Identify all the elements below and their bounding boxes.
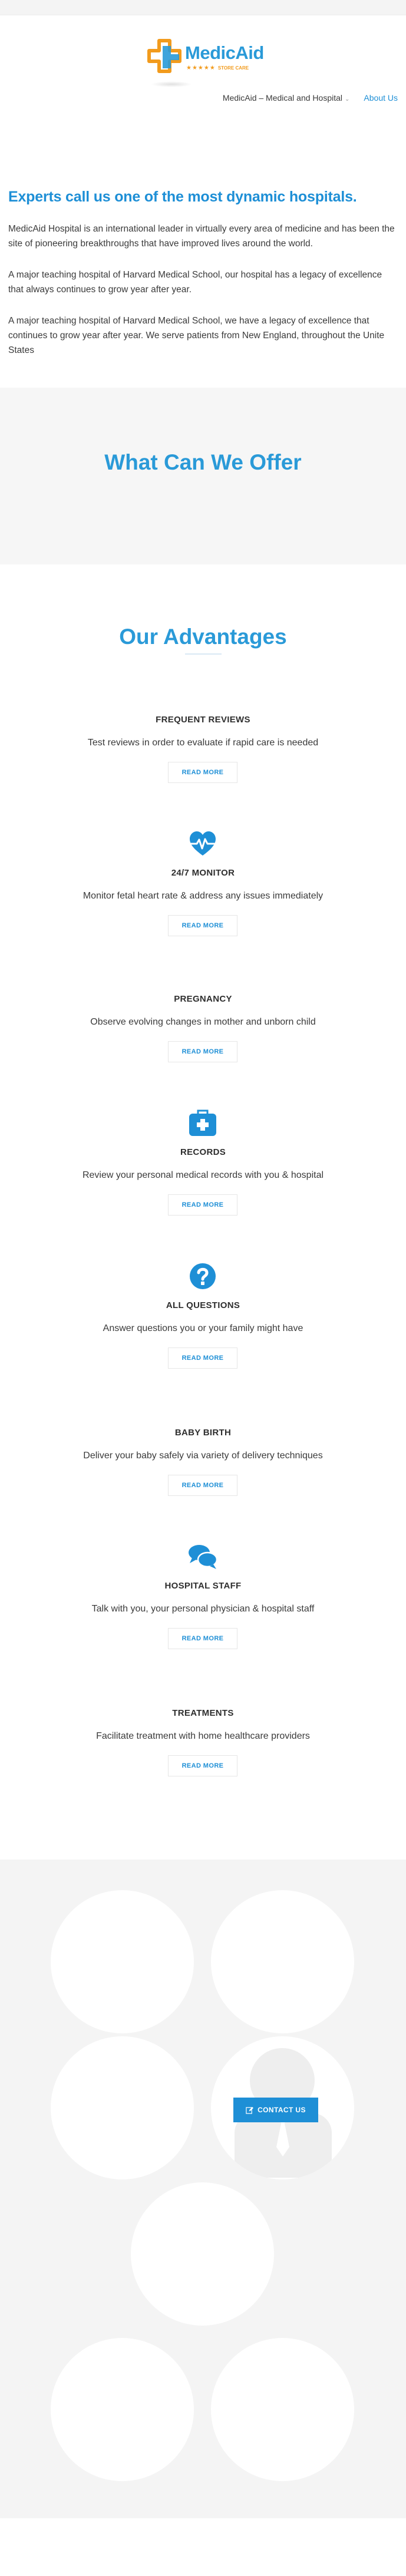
feature-title: BABY BIRTH bbox=[174, 1428, 232, 1438]
nav-item-home[interactable] bbox=[223, 93, 350, 103]
chevron-down-icon: ⌄ bbox=[345, 96, 350, 103]
feature-text: Talk with you, your personal physician & hospital staff bbox=[91, 1604, 315, 1614]
read-more-button[interactable]: READ MORE bbox=[168, 1348, 237, 1369]
feature-all-questions bbox=[0, 1261, 406, 1391]
read-more-button[interactable]: READ MORE bbox=[168, 915, 237, 936]
feature-24-7-monitor bbox=[0, 828, 406, 958]
read-more-button[interactable]: READ MORE bbox=[168, 1041, 237, 1062]
contact-us-button[interactable] bbox=[233, 2098, 318, 2122]
feature-text: Review your personal medical records with you & hospital bbox=[82, 1170, 324, 1180]
team-member-photo bbox=[211, 1890, 354, 2033]
feature-title: RECORDS bbox=[180, 1147, 226, 1157]
feature-text: Observe evolving changes in mother and unborn child bbox=[90, 1017, 316, 1027]
feature-treatments bbox=[0, 1669, 406, 1798]
site-header bbox=[0, 15, 406, 114]
team-member-photo bbox=[211, 2338, 354, 2481]
advantages-title: Our Advantages bbox=[119, 625, 287, 649]
intro-title: Experts call us one of the most dynamic hospitals. bbox=[8, 189, 357, 205]
feature-title: PREGNANCY bbox=[174, 994, 232, 1004]
feature-text: Facilitate treatment with home healthcare providers bbox=[96, 1731, 310, 1741]
nav-item-label: MedicAid – Medical and Hospital bbox=[222, 93, 343, 103]
team-section bbox=[0, 1860, 406, 2518]
logo-shadow bbox=[151, 81, 192, 87]
intro-paragraph: MedicAid Hospital is an international leader in virtually every area of medicine and has been the site of pioneering breakthroughs that have improved lives around the world. bbox=[8, 224, 395, 249]
feature-text: Answer questions you or your family might have bbox=[103, 1323, 303, 1333]
page-bottom-spacer bbox=[0, 2518, 406, 2576]
site-logo[interactable] bbox=[147, 26, 264, 90]
logo-tagline: STORE CARE bbox=[217, 65, 249, 71]
title-divider bbox=[185, 653, 222, 655]
feature-records bbox=[0, 1108, 406, 1237]
intro-paragraph: A major teaching hospital of Harvard Medical School, our hospital has a legacy of excellence that always continues to grow year after year. bbox=[8, 270, 382, 295]
intro-section bbox=[8, 187, 398, 358]
read-more-button[interactable]: READ MORE bbox=[168, 762, 237, 783]
medical-cross-logo-icon bbox=[147, 39, 181, 73]
top-bar bbox=[0, 0, 406, 15]
team-member-photo bbox=[51, 2036, 194, 2179]
read-more-button[interactable]: READ MORE bbox=[168, 1755, 237, 1776]
offer-section bbox=[0, 388, 406, 564]
logo-name: MedicAid bbox=[185, 42, 264, 63]
team-member-photo bbox=[131, 2182, 274, 2326]
team-member-photo bbox=[51, 1890, 194, 2033]
contact-us-label: CONTACT US bbox=[258, 2106, 306, 2114]
feature-title: TREATMENTS bbox=[172, 1708, 234, 1718]
team-member-card bbox=[211, 2036, 354, 2179]
edit-icon bbox=[246, 2106, 253, 2114]
heartbeat-icon bbox=[187, 828, 218, 859]
feature-title: HOSPITAL STAFF bbox=[164, 1581, 242, 1591]
feature-pregnancy bbox=[0, 955, 406, 1084]
logo-stars: ★★★★★ bbox=[186, 65, 216, 71]
feature-title: 24/7 MONITOR bbox=[171, 868, 235, 878]
team-member-photo bbox=[51, 2338, 194, 2481]
feature-text: Deliver your baby safely via variety of delivery techniques bbox=[83, 1451, 323, 1461]
tie-icon bbox=[271, 2118, 295, 2159]
question-circle-icon bbox=[187, 1261, 218, 1292]
nav-item-about-us[interactable]: About Us bbox=[364, 93, 398, 103]
read-more-button[interactable]: READ MORE bbox=[168, 1194, 237, 1216]
feature-title: ALL QUESTIONS bbox=[166, 1300, 240, 1310]
feature-text: Test reviews in order to evaluate if rapid care is needed bbox=[87, 738, 319, 748]
feature-text: Monitor fetal heart rate & address any issues immediately bbox=[82, 891, 324, 901]
medical-kit-icon bbox=[187, 1108, 218, 1138]
intro-paragraph: A major teaching hospital of Harvard Medical School, we have a legacy of excellence that continues to grow year after year. We serve patients from New England, throughout the Unite States bbox=[8, 316, 385, 355]
feature-title: FREQUENT REVIEWS bbox=[156, 715, 250, 725]
offer-title: What Can We Offer bbox=[104, 450, 302, 474]
read-more-button[interactable]: READ MORE bbox=[168, 1475, 237, 1496]
main-nav bbox=[223, 91, 398, 105]
feature-baby-birth bbox=[0, 1388, 406, 1518]
read-more-button[interactable]: READ MORE bbox=[168, 1628, 237, 1649]
logo-rating bbox=[186, 65, 249, 71]
chat-bubbles-icon bbox=[187, 1541, 218, 1572]
feature-frequent-reviews bbox=[0, 675, 406, 805]
feature-hospital-staff bbox=[0, 1541, 406, 1671]
